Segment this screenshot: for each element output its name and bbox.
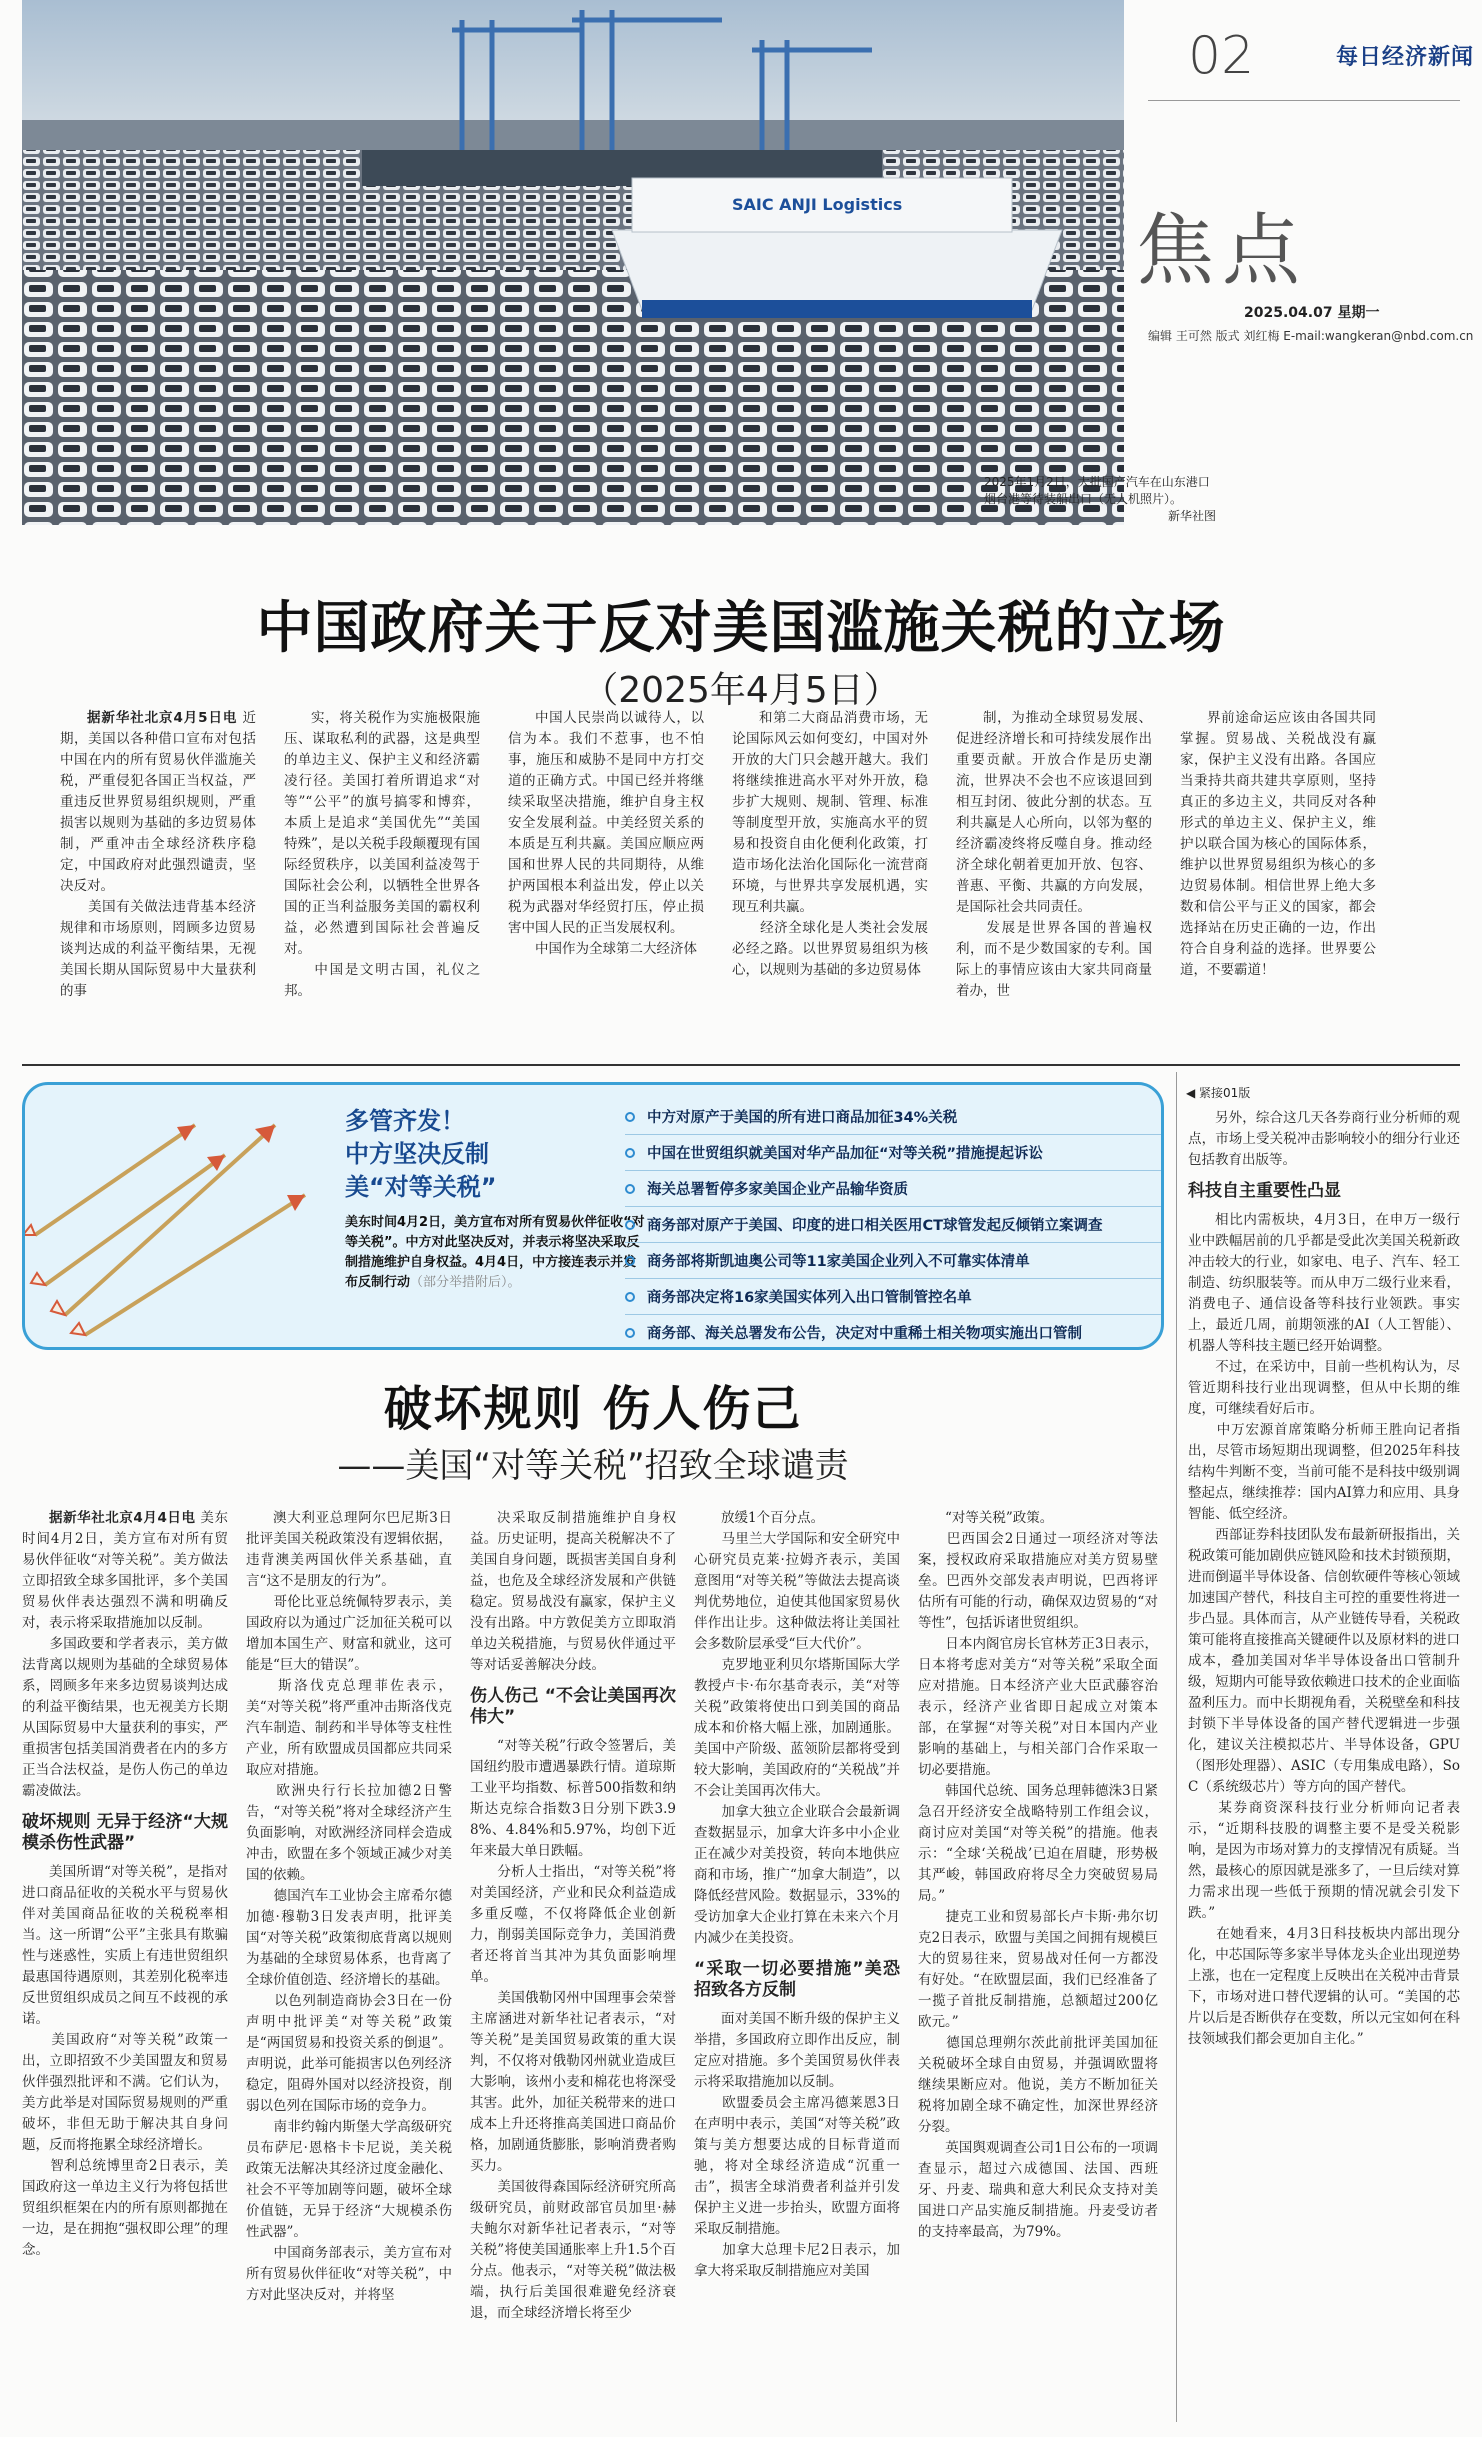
bullet-icon [625,1148,635,1158]
photo-credit: 新华社图 [1167,509,1216,523]
bullet-icon [625,1292,635,1302]
list-item-text: 商务部将斯凯迪奥公司等11家美国企业列入不可靠实体清单 [647,1254,1030,1270]
countermeasures-banner [22,1082,1164,1350]
lead-column: 据新华社北京4月5日电 近期，美国以各种借口宣布对包括中国在内的所有贸易伙伴滥施关税，严重侵犯各国正当权益，严重违反世界贸易组织规则，严重损害以规则为基础的多边贸易体制，严重冲击全球经济秩序稳定，中国政府对此强烈谴责，坚决反对。 美国有关做法违背基本经济规律和市场原则，罔顾多边贸易谈判达成的利益平衡结果，无视美国长期从国际贸易中大量获利的事 [60,710,256,999]
section-divider [22,1064,1460,1066]
article-column [470,1508,676,2324]
list-item-text: 商务部决定将16家美国实体列入出口管制管控名单 [647,1290,972,1306]
paragraph: 另外，综合这几天各券商行业分析师的观点，市场上受关税冲击影响较小的细分行业还包括教育出版等。 [1188,1110,1460,1168]
list-item [625,1279,1164,1315]
port-car-photo [22,0,1124,525]
newspaper-name: 每日经济新闻 [1336,44,1475,70]
arrows-illustration [25,1085,325,1350]
lead-column: 界前途命运应该由各国共同掌握。贸易战、关税战没有赢家，保护主义没有出路。各国应当秉持共商共建共享原则，坚持真正的多边主义，共同反对各种形式的单边主义、保护主义，维护以联合国为核心的国际体系，维护以世界贸易组织为核心的多边贸易体制。相信世界上绝大多数和信公平与正义的国家，都会选择站在历史正确的一边，作出符合自身利益的选择。世界要公道，不要霸道！ [1180,710,1376,978]
ship-hull-text: SAIC ANJI Logistics [732,195,903,214]
masthead-divider [1148,100,1460,101]
banner-title-line: 多管齐发！ [345,1107,465,1135]
lead-column: 实，将关税作为实施极限施压、谋取私利的武器，这是典型的单边主义、保护主义和经济霸凌行径。美国打着所谓追求“对等”“公平”的旗号搞零和博弈，本质上是追求“美国优先”“美国特殊”，是以关税手段颠覆现有国际经贸秩序，以美国利益凌驾于国际社会公利，以牺牲全世界各国的正当利益服务美国的霸权利益，必然遭到国际社会普遍反对。 中国是文明古国，礼仪之邦。 [284,710,480,999]
second-headline: 破坏规则 伤人伤己 [383,1381,803,1437]
paragraph: “对等关税”行政令签署后，美国纽约股市遭遇暴跌行情。道琼斯工业平均指数、标普500指数和纳斯达克综合指数3日分别下跌3.98%、4.84%和5.97%，均创下近年来最大单日跌幅。 分析人士指出，“对等关税”将对美国经济，产业和民众利益造成多重反噬，不仅将降低企业创新力，削弱美国际竞争力，美国消费者还将首当其冲为其负面影响埋单。 美国俄勒冈州中国理事会荣誉主席涵进对新华社记者表示，“对等关税”是美国贸易政策的重大误判，不仅将对俄勒冈州就业造成巨大影响，该州小麦和棉花也将深受其害。此外，加征关税带来的进口成本上升还将推高美国进口商品价格，加剧通货膨胀，影响消费者购买力。 美国彼得森国际经济研究所高级研究员，前财政部官员加里·赫夫鲍尔对新华社记者表示，“对等关税”将使美国通胀率上升1.5个百分点。他表示，“对等关税”做法极端，执行后美国很难避免经济衰退，而全球经济增长将至少 [470,1738,676,2321]
banner-intro-text: 美东时间4月2日，美方宣布对所有贸易伙伴征收“对等关税”。中方对此坚决反对，并表示将坚决采取反制措施维护自身权益。4月4日，中方接连表示并发布反制行动 [345,1215,645,1290]
editor-credits: 编辑 王可然 版式 刘红梅 E-mail:wangkeran@nbd.com.cn [1148,329,1474,343]
paragraph: 美国所谓“对等关税”，是指对进口商品征收的关税水平与贸易伙伴对美国商品征收的关税税率相当。这一所谓“公平”主张具有欺骗性与迷惑性，实质上有违世贸组织最惠国待遇原则，其差别化税率违反世贸组织成员之间互不歧视的承诺。 美国政府“对等关税”政策一出，立即招致不少美国盟友和贸易伙伴强烈批评和不满。它们认为，美方此举是对国际贸易规则的严重破坏，非但无助于解决其自身问题，反而将拖累全球经济增长。 智利总统博里奇2日表示，美国政府这一单边主义行为将包括世贸组织框架在内的所有原则都抛在一边，是在拥抱“强权即公理”的理念。 [22,1864,228,2258]
list-item [625,1315,1164,1350]
page-number: 02 [1188,26,1255,86]
issue-date: 2025.04.07 星期一 [1244,305,1380,321]
list-item-text: 商务部、海关总署发布公告，决定对中重稀土相关物项实施出口管制 [647,1326,1082,1342]
bullet-icon [625,1328,635,1338]
paragraph: 面对美国不断升级的保护主义举措，多国政府立即作出反应，制定应对措施。多个美国贸易伙伴表示将采取措施加以反制。 欧盟委员会主席冯德莱恩3日在声明中表示，美国“对等关税”政策与美方想要达成的目标背道而驰，将对全球经济造成“沉重一击”，损害全球消费者利益并引发保护主义进一步抬头，欧盟方面将采取反制措施。 加拿大总理卡尼2日表示，加拿大将采取反制措施应对美国 [694,2011,900,2279]
banner-title-line: 美“对等关税” [345,1173,497,1201]
news-photo [22,0,1124,525]
bullet-icon [625,1256,635,1266]
second-subtitle: ——美国“对等关税”招致全球谴责 [337,1446,849,1486]
banner-intro [345,1213,645,1293]
article-column [918,1508,1158,2243]
list-item-text: 中国在世贸组织就美国对华产品加征“对等关税”措施提起诉讼 [647,1146,1044,1162]
bullet-icon [625,1112,635,1122]
lead-column: 和第二大商品消费市场，无论国际风云如何变幻，中国对外开放的大门只会越开越大。我们将继续推进高水平对外开放，稳步扩大规则、规制、管理、标准等制度型开放，实施高水平的贸易和投资自由化便利化政策，打造市场化法治化国际化一流营商环境，与世界共享发展机遇，实现互利共赢。 经济全球化是人类社会发展必经之路。以世界贸易组织为核心，以规则为基础的多边贸易体 [732,710,928,978]
list-item [625,1099,1164,1135]
bullet-icon [625,1184,635,1194]
subsection-heading: “采取一切必要措施”美恐招致各方反制 [694,1959,900,2000]
continued-from-label: ◀ 紧接01版 [1186,1086,1251,1100]
list-item-text: 商务部对原产于美国、印度的进口相关医用CT球管发起反倾销立案调查 [647,1218,1103,1234]
sidebar-column [1188,1108,1460,2050]
list-item [625,1171,1164,1207]
photo-caption [984,474,1216,525]
paragraph: 放缓1个百分点。 马里兰大学国际和安全研究中心研究员克莱·拉姆齐表示，美国意图用“对等关税”等做法去提高谈判优势地位，迫使其他国家贸易伙伴作出让步。这种做法将让美国社会多数阶层承受“巨大代价”。 克罗地亚利贝尔塔斯国际大学教授卢卡·布尔基奇表示，美“对等关税”政策将使出口到美国的商品成本和价格大幅上涨，加剧通胀。美国中产阶级、蓝领阶层都将受到较大影响，美国政府的“关税战”并不会让美国再次伟大。 加拿大独立企业联合会最新调查数据显示，加拿大许多中小企业正在减少对美投资，转向本地供应商和市场，推广“加拿大制造”，以降低经营风险。数据显示，33%的受访加拿大企业打算在未来六个月内减少在美投资。 [694,1510,900,1946]
banner-title-line: 中方坚决反制 [345,1140,489,1168]
list-item [625,1243,1164,1279]
sidebar-subheading: 科技自主重要性凸显 [1188,1181,1341,1201]
list-item-text: 海关总署暂停多家美国企业产品输华资质 [647,1182,908,1198]
sidebar-divider [1176,1072,1177,2422]
subsection-heading: 破坏规则 无异于经济“大规模杀伤性武器” [22,1812,228,1853]
article-column [22,1508,228,2261]
article-column [246,1508,452,2306]
list-item [625,1207,1164,1243]
article-column [694,1508,900,2282]
banner-intro-note: （部分举措附后）。 [410,1275,521,1290]
paragraph: “对等关税”政策。 巴西国会2日通过一项经济对等法案，授权政府采取措施应对美方贸易壁垒。巴西外交部发表声明说，巴西将评估所有可能的行动，确保双边贸易的“对等性”，包括诉诸世贸组织。 日本内阁官房长官林芳正3日表示，日本将考虑对美方“对等关税”采取全面应对措施。日本经济产业大臣武藤容治表示，经济产业省即日起成立对策本部，在掌握“对等关税”对日本国内产业影响的基础上，与相关部门合作采取一切必要措施。 韩国代总统、国务总理韩德洙3日紧急召开经济安全战略特别工作组会议，商讨应对美国“对等关税”的措施。他表示：“全球‘关税战’已迫在眉睫，形势极其严峻，韩国政府将尽全力突破贸易局局。” 捷克工业和贸易部长卢卡斯·弗尔切克2日表示，欧盟与美国之间拥有规模巨大的贸易往来，贸易战对任何一方都没有好处。“在欧盟层面，我们已经准备了一揽子首批反制措施，总额超过200亿欧元。” 德国总理朔尔茨此前批评美国加征关税破坏全球自由贸易，并强调欧盟将继续果断应对。他说，美方不断加征关税将加剧全球不确定性，加深世界经济分裂。 英国舆观调查公司1日公布的一项调查显示，超过六成德国、法国、西班牙、丹麦、瑞典和意大利民众支持对美国进口产品实施反制措施。丹麦受访者的支持率最高，为79%。 [918,1510,1158,2240]
paragraph: 决采取反制措施维护自身权益。历史证明，提高关税解决不了美国自身问题，既损害美国自身利益，也危及全球经济发展和产供链稳定。贸易战没有赢家，保护主义没有出路。中方敦促美方立即取消单边关税措施，与贸易伙伴通过平等对话妥善解决分歧。 [470,1510,676,1673]
bullet-icon [625,1220,635,1230]
paragraph: 相比内需板块，4月3日，在申万一级行业中跌幅居前的几乎都是受此次美国关税新政冲击较大的行业，如家电、电子、汽车、轻工制造、纺织服装等。而从申万二级行业来看，消费电子、通信设备等科技行业领跌。事实上，最近几周，前期领涨的AI（人工智能）、机器人等科技主题已经开始调整。 不过，在采访中，目前一些机构认为，尽管近期科技行业出现调整，但从中长期的维度，可继续看好后市。 中万宏源首席策略分析师王胜向记者指出，尽管市场短期出现调整，但2025年科技结构牛判断不变，当前可能不是科技中级别调整起点，继续推荐：国内AI算力和应用、具身智能、低空经济。 西部证券科技团队发布最新研报指出，关税政策可能加剧供应链风险和技术封锁预期，进而倒逼半导体设备、信创软硬件等核心领域加速国产替代，科技自主可控的重要性将进一步凸显。具体而言，从产业链传导看，关税政策可能将直接推高关键硬件以及原材料的进口成本，叠加美国对华半导体设备出口管制升级，短期内可能导致依赖进口技术的企业面临盈利压力。而中长期视角看，关税壁垒和科技封锁下半导体设备的国产替代逻辑进一步强化，建议关注模拟芯片、半导体设备，GPU（图形处理器）、ASIC（专用集成电路），SoC（系统级芯片）等方向的国产替代。 某券商资深科技行业分析师向记者表示，“近期科技股的调整主要不是受关税影响，是因为市场对算力的支撑情况有质疑。当然，最核心的原因就是涨多了，一旦后续对算力需求出现一些低于预期的情况就会引发下跌。” 在她看来，4月3日科技板块内部出现分化，中芯国际等多家半导体龙头企业出现逆势上涨，也在一定程度上反映出在关税冲击背景下，市场对进口替代逻辑的认可。“美国的芯片以后是否断供存在变数，所以元宝如何在科技领域我们都会更加自主化。” [1188,1212,1460,2047]
section-title: 焦点 [1136,206,1309,296]
caption-text: 2025年1月2日，大批国产汽车在山东港口烟台港等待装船出口（无人机照片）。 [984,475,1210,506]
lead-column: 制，为推动全球贸易发展、促进经济增长和可持续发展作出重要贡献。开放合作是历史潮流，世界决不会也不应该退回到相互封闭、彼此分割的状态。互利共赢是人心所向，以邻为壑的经济霸凌终将反噬自身。推动经济全球化朝着更加开放、包容、普惠、平衡、共赢的方向发展，是国际社会共同责任。 发展是世界各国的普遍权利，而不是少数国家的专利。国际上的事情应该由大家共同商量着办，世 [956,710,1152,999]
lead-subtitle: （2025年4月5日） [582,670,900,711]
banner-title [345,1105,497,1204]
lead-headline: 中国政府关于反对美国滥施关税的立场 [256,596,1226,661]
lead-column: 中国人民崇尚以诚待人，以信为本。我们不惹事，也不怕事，施压和威胁不是同中方打交道的正确方式。中国已经并将继续采取坚决措施，维护自身主权安全发展利益。中美经贸关系的本质是互利共赢。美国应顺应两国和世界人民的共同期待，从维护两国根本利益出发，停止以关税为武器对华经贸打压，停止损害中国人民的正当发展权利。 中国作为全球第二大经济体 [508,710,704,957]
countermeasure-list [625,1099,1164,1350]
list-item-text: 中方对原产于美国的所有进口商品加征34%关税 [647,1110,958,1126]
list-item [625,1135,1164,1171]
paragraph: 据新华社北京4月4日电 美东时间4月2日，美方宣布对所有贸易伙伴征收“对等关税”。美方做法立即招致全球多国批评，多个美国贸易伙伴表达强烈不满和明确反对，表示将采取措施加以反制。 多国政要和学者表示，美方做法背离以规则为基础的全球贸易体系，罔顾多年来多边贸易谈判达成的利益平衡结果，也无视美方长期从国际贸易中大量获利的事实，严重损害包括美国消费者在内的多方正当合法权益，是伤人伤己的单边霸凌做法。 [22,1510,228,1799]
paragraph: 澳大利亚总理阿尔巴尼斯3日批评美国关税政策没有逻辑依据，违背澳美两国伙伴关系基础，直言“这不是朋友的行为”。 哥伦比亚总统佩特罗表示，美国政府以为通过广泛加征关税可以增加本国生产、财富和就业，这可能是“巨大的错误”。 斯洛伐克总理菲佐表示，美“对等关税”将严重冲击斯洛伐克汽车制造、制药和半导体等支柱性产业，所有欧盟成员国都应共同采取应对措施。 欧洲央行行长拉加德2日警告，“对等关税”将对全球经济产生负面影响，对欧洲经济同样会造成冲击，欧盟在多个领域正减少对美国的依赖。 德国汽车工业协会主席希尔德加德·穆勒3日发表声明，批评美国“对等关税”政策彻底背离以规则为基础的全球贸易体系，也背离了全球价值创造、经济增长的基础。 以色列制造商协会3日在一份声明中批评美“对等关税”政策是“两国贸易和投资关系的倒退”。声明说，此举可能损害以色列经济稳定，阻碍外国对以经济投资，削弱以色列在国际市场的竞争力。 南非约翰内斯堡大学高级研究员布萨尼·恩格卡卡尼说，美关税政策无法解决其经济过度金融化、社会不平等加剧等问题，破坏全球价值链，无异于经济“大规模杀伤性武器”。 中国商务部表示，美方宣布对所有贸易伙伴征收“对等关税”，中方对此坚决反对，并将坚 [246,1510,452,2303]
subsection-heading: 伤人伤己 “不会让美国再次伟大” [470,1686,676,1727]
